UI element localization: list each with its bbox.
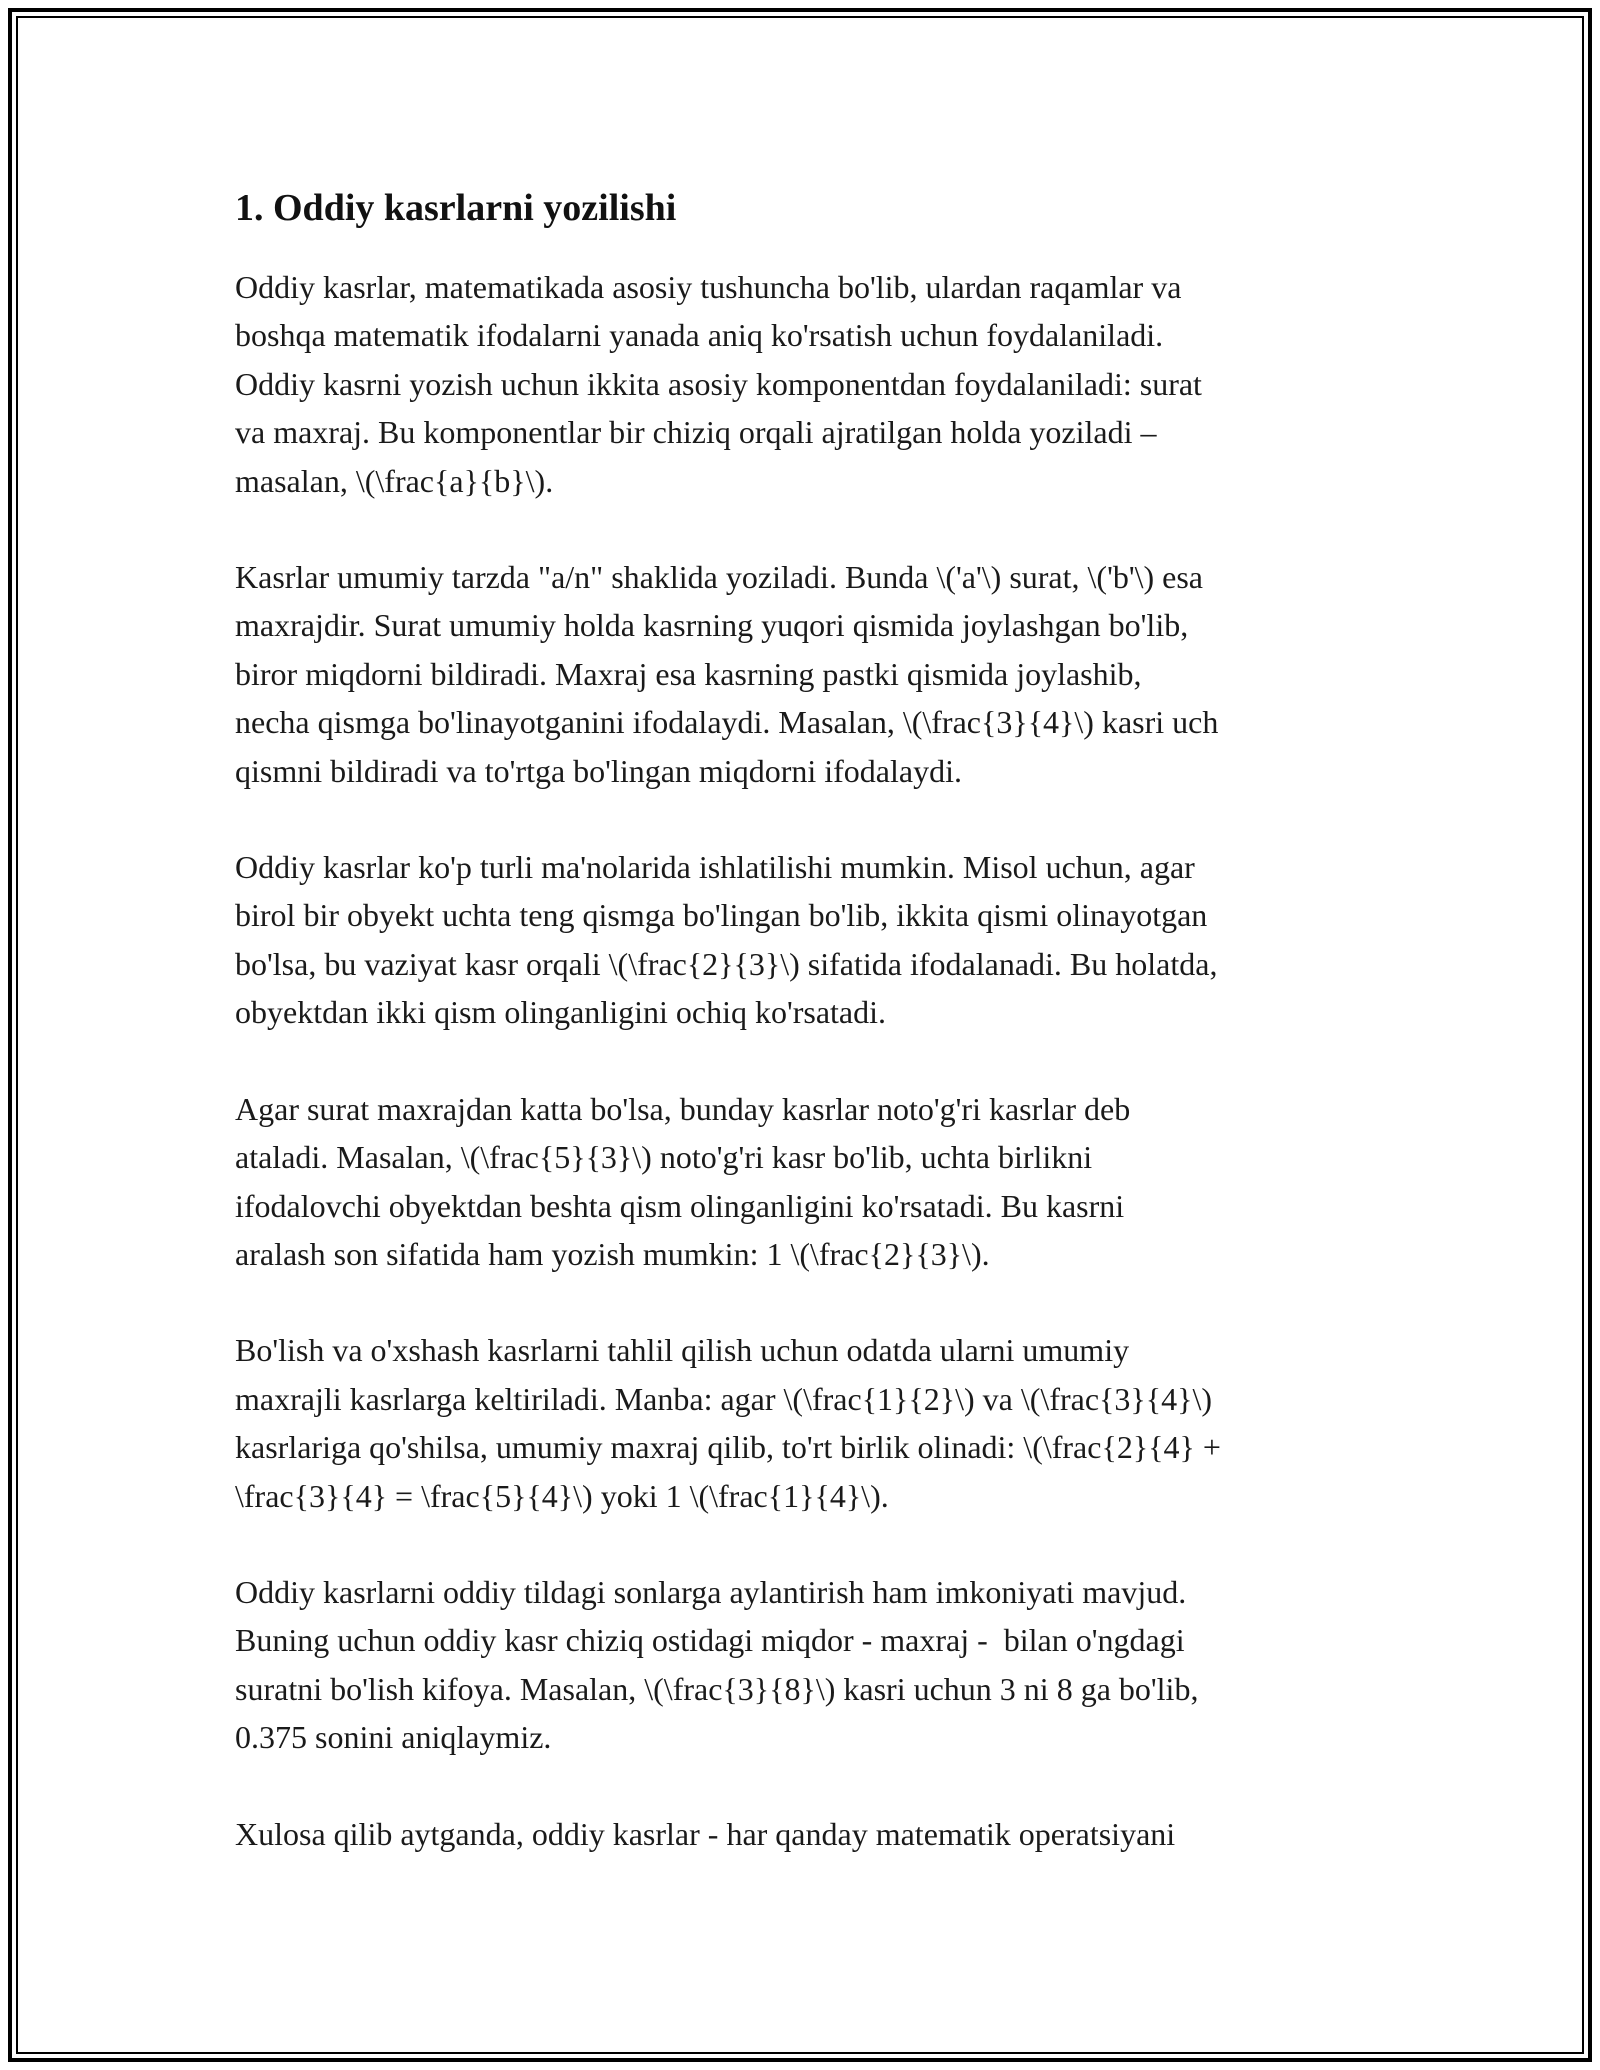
- document-body: [235, 185, 1375, 1906]
- section-heading: 1. Oddiy kasrlarni yozilishi: [235, 187, 677, 229]
- paragraph-common-denominator: Bo'lish va o'xshash kasrlarni tahlil qilish uchun odatda ularni umumiy maxrajli kasrlarga keltiriladi. Manba: agar \(\frac{1}{2}\) va \(\frac{3}{4}\) kasrlariga qo'shilsa, umumiy maxraj qilib, to'rt birlik olinadi: \(\frac{2}{4} + \frac{3}{4} = \frac{5}{4}\) yoki 1 \(\frac{1}{4}\).: [235, 1332, 1221, 1514]
- paragraph-intro: Oddiy kasrlar, matematikada asosiy tushuncha bo'lib, ulardan raqamlar va boshqa matematik ifodalarni yanada aniq ko'rsatish uchun foydalaniladi. Oddiy kasrni yozish uchun ikkita asosiy komponentdan foydalaniladi: surat va maxraj. Bu komponentlar bir chiziq orqali ajratilgan holda yoziladi – masalan, \(\frac{a}{b}\).: [235, 269, 1202, 499]
- paragraph-decimal-conversion: Oddiy kasrlarni oddiy tildagi sonlarga aylantirish ham imkoniyati mavjud. Buning uchun oddiy kasr chiziq ostidagi miqdor - maxraj - bilan o'ngdagi suratni bo'lish kifoya. Masalan, \(\frac{3}{8}\) kasri uchun 3 ni 8 ga bo'lib, 0.375 sonini aniqlaymiz.: [235, 1573, 1199, 1756]
- paragraph-notation: Kasrlar umumiy tarzda "a/n" shaklida yoziladi. Bunda \('a'\) surat, \('b'\) esa maxrajdir. Surat umumiy holda kasrning yuqori qismida joylashgan bo'lib, biror miqdorni bildiradi. Maxraj esa kasrning pastki qismida joylashib, necha qismga bo'linayotganini ifodalaydi. Masalan, \(\frac{3}{4}\) kasri uch qismni bildiradi va to'rtga bo'lingan miqdorni ifodalaydi.: [235, 559, 1219, 789]
- paragraph-conclusion: Xulosa qilib aytganda, oddiy kasrlar - har qanday matematik operatsiyani: [235, 1815, 1176, 1852]
- paragraph-meanings: Oddiy kasrlar ko'p turli ma'nolarida ishlatilishi mumkin. Misol uchun, agar birol bir obyekt uchta teng qismga bo'lingan bo'lib, ikkita qismi olinayotgan bo'lsa, bu vaziyat kasr orqali \(\frac{2}{3}\) sifatida ifodalanadi. Bu holatda, obyektdan ikki qism olinganligini ochiq ko'rsatadi.: [235, 849, 1218, 1031]
- paragraph-improper-fractions: Agar surat maxrajdan katta bo'lsa, bunday kasrlar noto'g'ri kasrlar deb ataladi. Masalan, \(\frac{5}{3}\) noto'g'ri kasr bo'lib, uchta birlikni ifodalovchi obyektdan beshta qism olinganligini ko'rsatadi. Bu kasrni aralash son sifatida ham yozish mumkin: 1 \(\frac{2}{3}\).: [235, 1090, 1131, 1272]
